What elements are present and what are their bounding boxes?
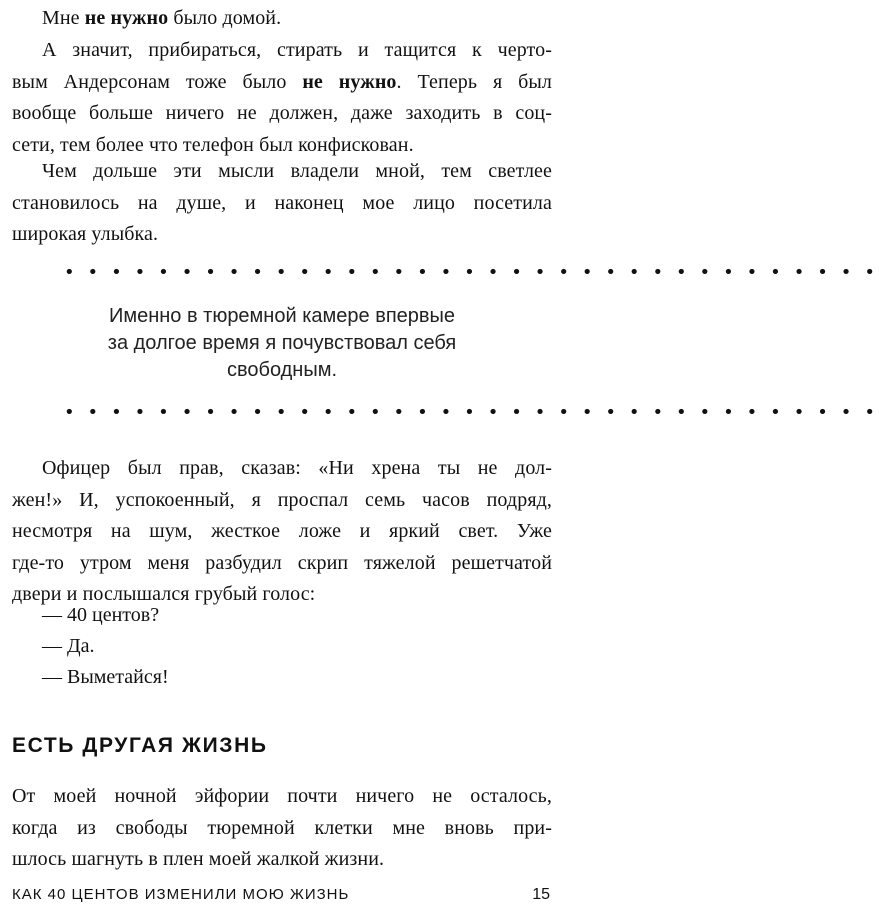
paragraph-line: двери и послышался грубый голос: xyxy=(12,583,316,605)
text-run: было домой. xyxy=(168,7,282,29)
text-run: . Теперь я был xyxy=(396,70,552,93)
dialog-line: — Да. xyxy=(42,635,95,657)
paragraph-line: широкая улыбка. xyxy=(12,223,159,245)
paragraph-line: От моей ночной эйфории почти ничего не осталось, xyxy=(12,785,552,807)
text-run: вым Андерсонам тоже было xyxy=(12,70,303,93)
paragraph-1 xyxy=(12,3,552,35)
paragraph-line: Офицер был прав, сказав: «Ни хрена ты не дол- xyxy=(42,457,552,479)
section-heading: ЕСТЬ ДРУГАЯ ЖИЗНЬ xyxy=(12,734,268,757)
paragraph-line: Чем дольше эти мысли владели мной, тем светлее xyxy=(42,160,552,182)
paragraph-line: шлось шагнуть в плен моей жалкой жизни. xyxy=(12,848,385,870)
paragraph-2 xyxy=(12,35,552,161)
paragraph-line: сети, тем более что телефон был конфискован. xyxy=(12,133,414,156)
paragraph-3 xyxy=(12,156,552,251)
text-run: Мне xyxy=(42,7,85,29)
pull-quote xyxy=(60,303,504,384)
paragraph-line: жен!» И, успокоенный, я проспал семь часов подряд, xyxy=(12,488,552,511)
pull-quote-line: свободным. xyxy=(226,359,338,381)
pull-quote-line: Именно в тюремной камере впервые xyxy=(108,305,456,327)
paragraph-line: вообще больше ничего не должен, даже заходить в соц- xyxy=(12,102,552,124)
paragraph-line xyxy=(12,3,552,35)
bold-text: не нужно xyxy=(302,70,397,93)
paragraph-line: несмотря на шум, жесткое ложе и яркий свет. Уже xyxy=(12,520,552,542)
paragraph-line: где-то утром меня разбудил скрип тяжелой решетчатой xyxy=(12,551,552,574)
running-footer-title: КАК 40 ЦЕНТОВ ИЗМЕНИЛИ МОЮ ЖИЗНЬ xyxy=(12,886,350,903)
paragraph-4 xyxy=(12,453,552,611)
page-number: 15 xyxy=(532,886,550,903)
paragraph-line xyxy=(12,67,552,99)
paragraph-5 xyxy=(12,781,552,876)
paragraph-line: становилось на душе, и наконец мое лицо посетила xyxy=(12,191,552,214)
dotted-divider-bottom: • • • • • • • • • • • • • • • • • • • • • • • • • • • • • • • • • • • xyxy=(64,402,879,423)
dialog-line: — 40 центов? xyxy=(42,604,160,626)
dotted-divider-top: • • • • • • • • • • • • • • • • • • • • • • • • • • • • • • • • • • • xyxy=(64,262,879,283)
dialog-line: — Выметайся! xyxy=(42,666,169,688)
paragraph-line: когда из свободы тюремной клетки мне вновь при- xyxy=(12,816,552,839)
paragraph-line: А значит, прибираться, стирать и тащится к черто- xyxy=(42,39,552,61)
bold-text: не нужно xyxy=(84,7,169,29)
pull-quote-line: за долгое время я почувствовал себя xyxy=(107,332,457,354)
